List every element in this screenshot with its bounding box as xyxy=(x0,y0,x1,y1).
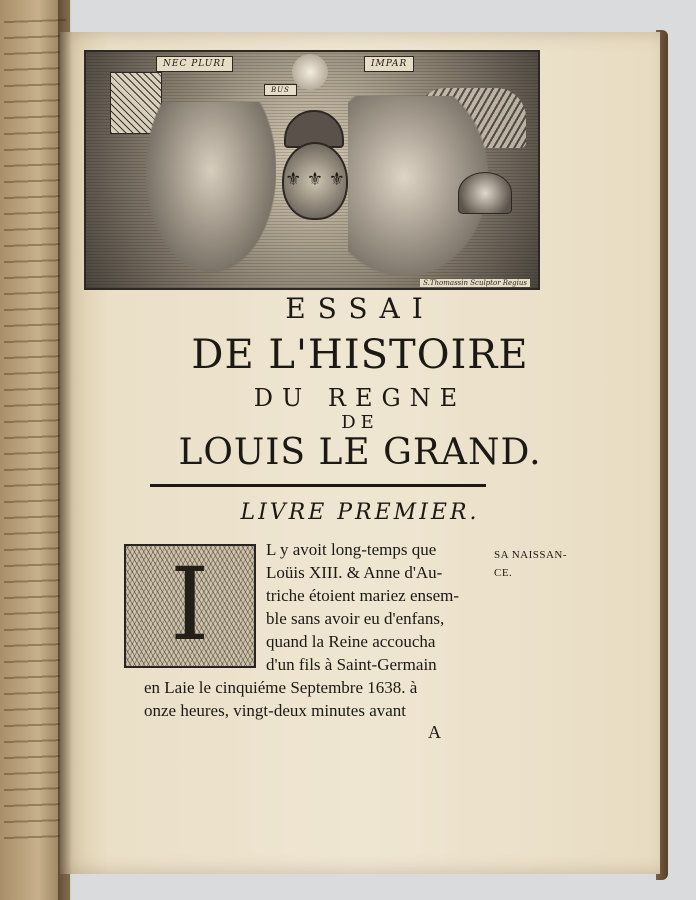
body-line: triche étoient mariez ensem- xyxy=(266,586,460,605)
title-line-regne: DU REGNE xyxy=(253,384,467,412)
body-line: Loüis XIII. & Anne d'Au- xyxy=(266,563,443,582)
title-line-de: DE xyxy=(341,412,379,433)
body-line: onze heures, vingt-deux minutes avant xyxy=(144,701,407,720)
body-line: d'un fils à Saint-Germain xyxy=(266,655,437,674)
allegorical-figure-left xyxy=(146,102,276,272)
facing-page-text-lines xyxy=(4,19,66,841)
engraver-credit: S.Thomassin Sculptor Regius xyxy=(420,279,530,287)
margin-note-line: CE. xyxy=(494,567,513,579)
title-line-louis: LOUIS LE GRAND. xyxy=(178,432,542,473)
title-rule xyxy=(150,484,486,487)
motto-banner-left: NEC PLURI xyxy=(156,56,233,72)
body-line: ble sans avoir eu d'enfans, xyxy=(266,609,445,628)
motto-banner-right: IMPAR xyxy=(364,56,414,72)
body-line: quand la Reine accoucha xyxy=(266,632,436,651)
drop-cap-letter: I xyxy=(170,546,210,663)
body-line: L y avoit long-temps que xyxy=(266,540,437,559)
headpiece-engraving xyxy=(84,50,540,290)
margin-note xyxy=(494,546,567,582)
catchword: A xyxy=(428,722,441,742)
helmet-ornament xyxy=(458,172,512,214)
decorated-initial xyxy=(124,544,256,668)
body-line: en Laie le cinquiéme Septembre 1638. à xyxy=(144,678,418,697)
title-line-essai: ESSAI xyxy=(285,292,435,325)
margin-note-line: SA NAISSAN- xyxy=(494,549,568,561)
section-heading: LIVRE PREMIER. xyxy=(240,500,480,525)
motto-banner-mid: BUS xyxy=(264,84,297,96)
fleur-de-lis-shield-icon: ⚜ ⚜ ⚜ xyxy=(282,142,348,220)
title-line-histoire: DE L'HISTOIRE xyxy=(191,332,529,378)
sun-face-icon xyxy=(292,54,328,90)
